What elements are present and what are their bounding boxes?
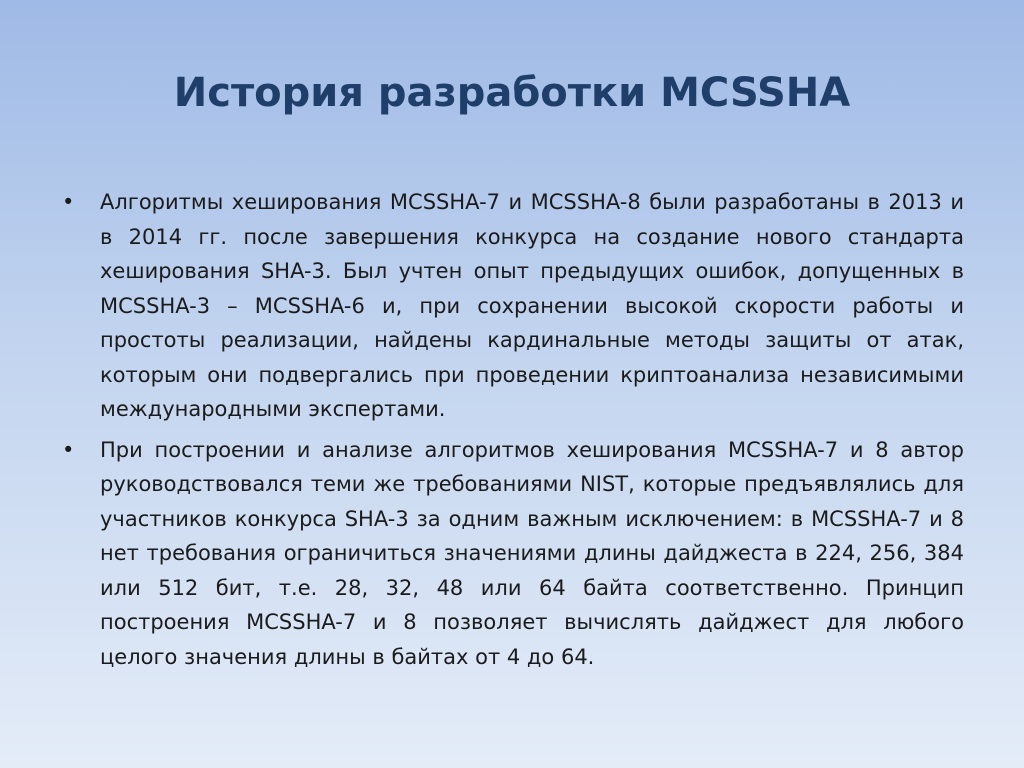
slide-title: История разработки MCSSHA bbox=[173, 70, 851, 116]
bullet-list bbox=[62, 185, 964, 680]
bullet-text: При построении и анализе алгоритмов хеширования MCSSHA-7 и 8 автор руководствовался теми же требованиями NIST, которые предъявлялись для участников конкурса SHA-3 за одним важным исключением: в MCSSHA-7 и 8 нет требования ограничиться значениями длины дайджеста в 224, 256, 384 или 512 бит, т.е. 28, 32, 48 или 64 байта соответственно. Принцип построения MCSSHA-7 и 8 позволяет вычислять дайджест для любого целого значения длины в байтах от 4 до 64. bbox=[100, 437, 964, 669]
bullet-marker-icon: • bbox=[62, 437, 75, 462]
bullet-item bbox=[62, 185, 964, 427]
bullet-marker-icon: • bbox=[62, 190, 75, 214]
bullet-text: Алгоритмы хеширования MCSSHA-7 и MCSSHA-8 были разработаны в 2013 и в 2014 гг. после завершения конкурса на создание нового стандарта хеширования SHA-3. Был учтен опыт предыдущих ошибок, допущенных в MCSSHA-3 – MCSSHA-6 и, при сохранении высокой скорости работы и простоты реализации, найдены кардинальные методы защиты от атак, которым они подвергались при проведении криптоанализа независимыми международными экспертами. bbox=[100, 190, 964, 421]
bullet-item bbox=[62, 433, 964, 675]
